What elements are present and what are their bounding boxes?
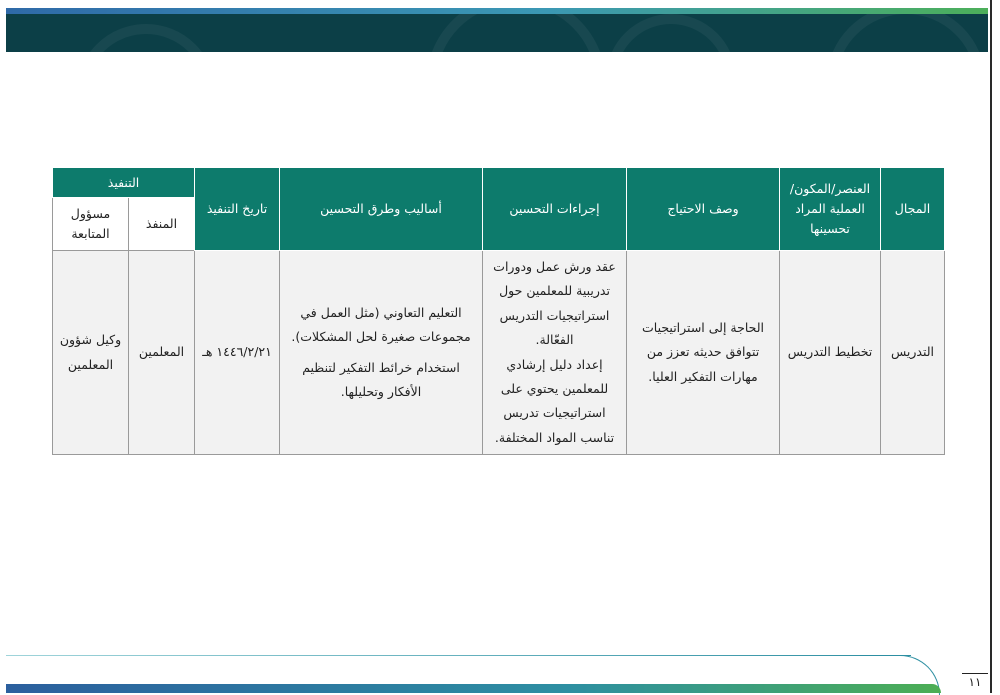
method-item: التعليم التعاوني (مثل العمل في مجموعات صغيرة لحل المشكلات). <box>291 304 471 345</box>
method-item: استخدام خرائط التفكير لتنظيم الأفكار وتحليلها. <box>302 359 460 399</box>
table-row <box>53 251 945 455</box>
page-number: ١١ <box>962 673 988 690</box>
page-edge-rule <box>990 0 992 693</box>
cell-follow-up: وكيل شؤون المعلمين <box>53 251 129 455</box>
header-element: العنصر/المكون/ العملية المراد تحسينها <box>780 168 881 251</box>
header-executor: المنفذ <box>129 198 195 251</box>
header-follow-up: مسؤول المتابعة <box>53 198 129 251</box>
cell-procedures <box>483 251 627 455</box>
footer-bar <box>6 684 941 693</box>
procedure-item: إعداد دليل إرشادي للمعلمين يحتوي على استراتيجيات تدريس تناسب المواد المختلفة. <box>494 356 615 445</box>
header-banner <box>6 14 988 52</box>
header-execution: التنفيذ <box>53 168 195 198</box>
cell-element: تخطيط التدريس <box>780 251 881 455</box>
header-procedures: إجراءات التحسين <box>483 168 627 251</box>
header-domain: المجال <box>881 168 945 251</box>
cell-need-description: الحاجة إلى استراتيجيات تتوافق حديثه تعزز من مهارات التفكير العليا. <box>627 251 780 455</box>
cell-methods <box>280 251 483 455</box>
cell-domain: التدريس <box>881 251 945 455</box>
procedure-item: عقد ورش عمل ودورات تدريبية للمعلمين حول استراتيجيات التدريس الفعّالة. <box>493 259 616 348</box>
footer-line <box>6 655 911 656</box>
cell-date: ١٤٤٦/٢/٢١ هـ <box>195 251 280 455</box>
header-methods: أساليب وطرق التحسين <box>280 168 483 251</box>
improvement-plan-table <box>52 167 945 455</box>
header-need-description: وصف الاحتياج <box>627 168 780 251</box>
cell-executor: المعلمين <box>129 251 195 455</box>
header-date: تاريخ التنفيذ <box>195 168 280 251</box>
